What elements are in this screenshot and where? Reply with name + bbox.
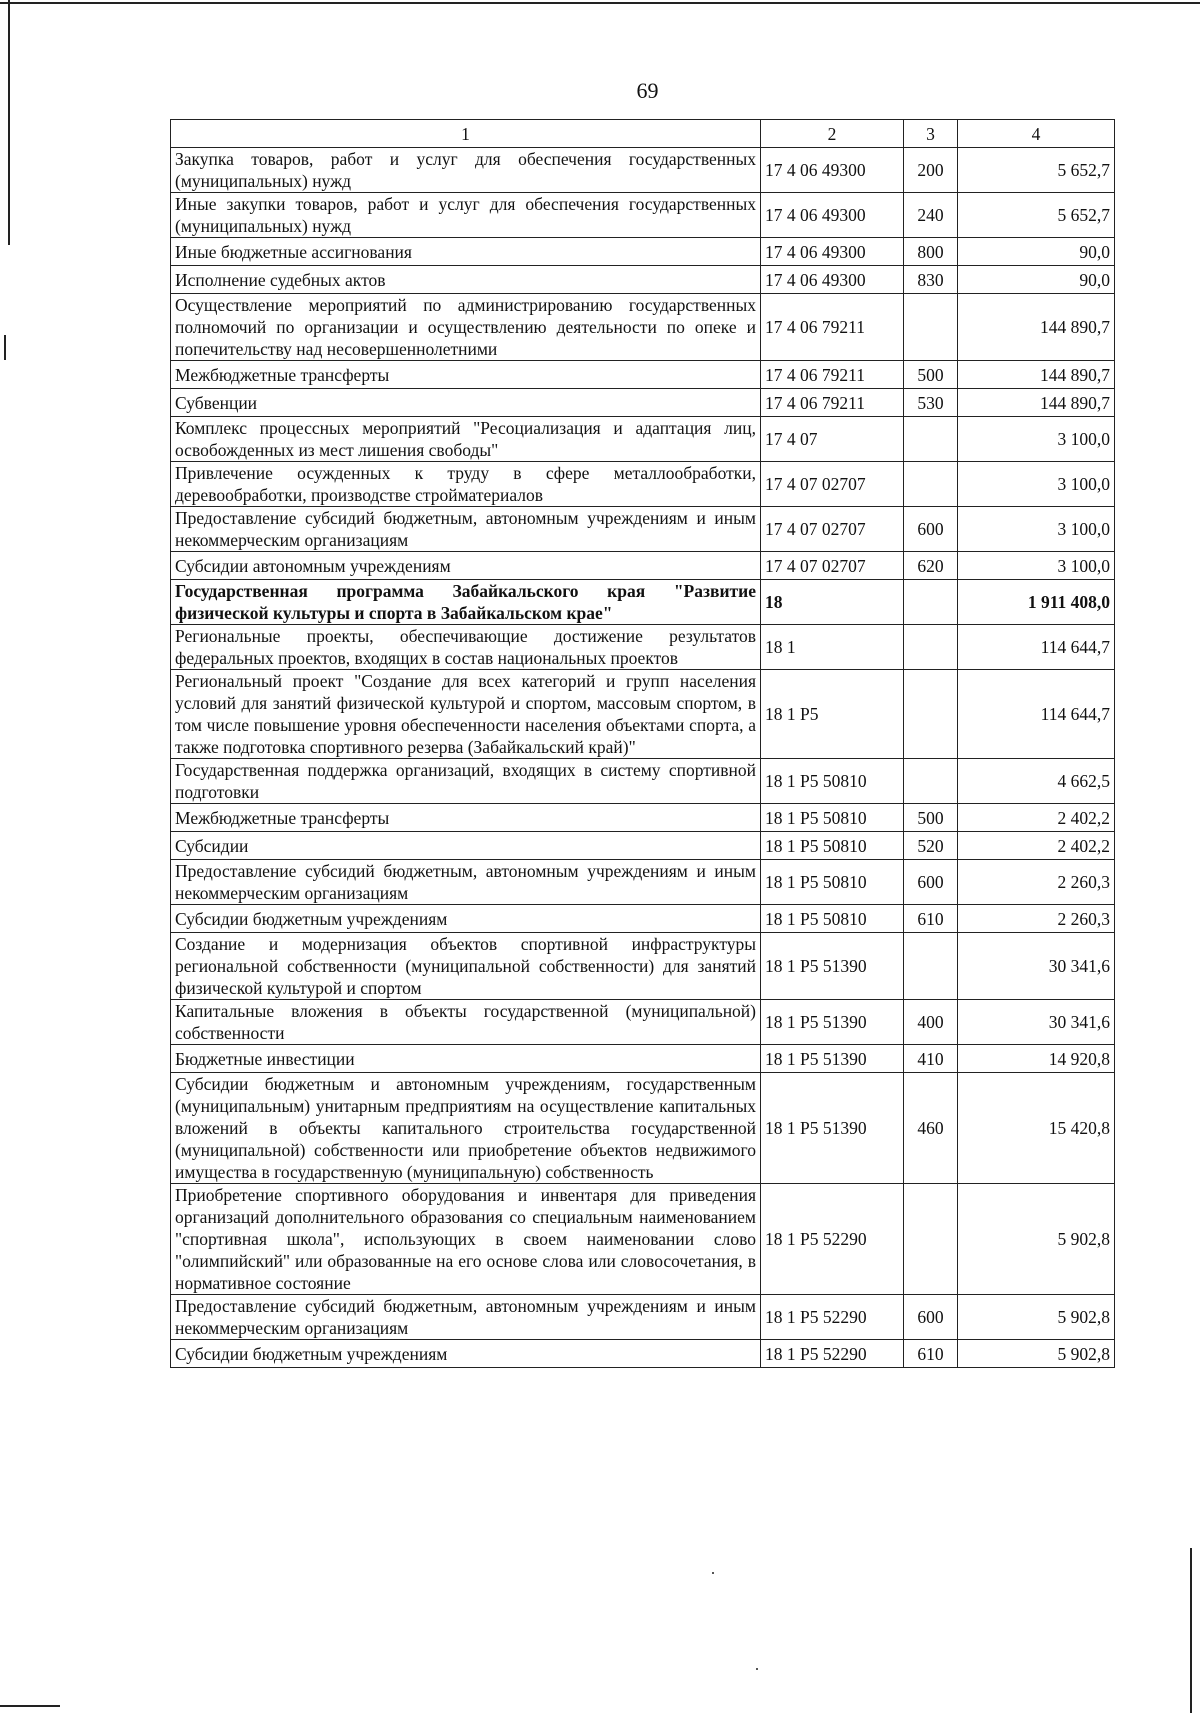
row-code: 18 1 P5 52290 <box>761 1295 904 1340</box>
row-code: 18 <box>761 580 904 625</box>
row-type <box>904 625 958 670</box>
row-amount: 5 902,8 <box>958 1295 1115 1340</box>
table-row <box>171 832 1115 860</box>
row-type: 530 <box>904 389 958 417</box>
header-col-1: 1 <box>171 120 761 148</box>
row-amount: 3 100,0 <box>958 462 1115 507</box>
scan-edge-bottom <box>0 1705 60 1707</box>
row-code: 18 1 P5 52290 <box>761 1184 904 1295</box>
row-amount: 15 420,8 <box>958 1073 1115 1184</box>
table-row <box>171 417 1115 462</box>
row-code: 17 4 07 02707 <box>761 507 904 552</box>
row-type: 830 <box>904 266 958 294</box>
row-code: 18 1 P5 50810 <box>761 832 904 860</box>
row-type <box>904 933 958 1000</box>
table-row <box>171 507 1115 552</box>
row-amount: 2 260,3 <box>958 860 1115 905</box>
row-amount: 5 652,7 <box>958 193 1115 238</box>
row-code: 17 4 06 49300 <box>761 193 904 238</box>
row-name: Предоставление субсидий бюджетным, автономным учреждениям и иным некоммерческим организациям <box>171 860 761 905</box>
row-code: 18 1 P5 50810 <box>761 905 904 933</box>
row-amount: 5 902,8 <box>958 1184 1115 1295</box>
row-name: Приобретение спортивного оборудования и инвентаря для приведения организаций дополнительного образования со специальным наименованием "спортивная школа", использующих в своем наименовании слово "олимпийский" или образованные на его основе слова или словосочетания, в нормативное состояние <box>171 1184 761 1295</box>
row-type: 800 <box>904 238 958 266</box>
row-type: 620 <box>904 552 958 580</box>
row-amount: 3 100,0 <box>958 417 1115 462</box>
row-amount: 4 662,5 <box>958 759 1115 804</box>
row-name: Осуществление мероприятий по администрированию государственных полномочий по организации и осуществлению деятельности по опеке и попечительству над несовершеннолетними <box>171 294 761 361</box>
row-name: Субсидии <box>171 832 761 860</box>
row-code: 18 1 P5 51390 <box>761 1073 904 1184</box>
row-type <box>904 759 958 804</box>
row-name: Бюджетные инвестиции <box>171 1045 761 1073</box>
row-code: 18 1 P5 51390 <box>761 1000 904 1045</box>
row-type: 610 <box>904 1340 958 1368</box>
row-code: 17 4 06 79211 <box>761 294 904 361</box>
row-code: 17 4 07 <box>761 417 904 462</box>
row-amount: 14 920,8 <box>958 1045 1115 1073</box>
table-row <box>171 804 1115 832</box>
row-code: 17 4 07 02707 <box>761 552 904 580</box>
table-row <box>171 1045 1115 1073</box>
row-type <box>904 580 958 625</box>
row-type <box>904 670 958 759</box>
row-type: 610 <box>904 905 958 933</box>
row-code: 17 4 06 79211 <box>761 389 904 417</box>
row-code: 17 4 06 79211 <box>761 361 904 389</box>
row-type: 500 <box>904 804 958 832</box>
row-name: Исполнение судебных актов <box>171 266 761 294</box>
table-row <box>171 860 1115 905</box>
row-name: Закупка товаров, работ и услуг для обеспечения государственных (муниципальных) нужд <box>171 148 761 193</box>
row-amount: 2 402,2 <box>958 804 1115 832</box>
row-name: Государственная программа Забайкальского края "Развитие физической культуры и спорта в Забайкальском крае" <box>171 580 761 625</box>
table-row <box>171 148 1115 193</box>
row-amount: 114 644,7 <box>958 625 1115 670</box>
row-name: Иные закупки товаров, работ и услуг для обеспечения государственных (муниципальных) нужд <box>171 193 761 238</box>
row-code: 18 1 P5 51390 <box>761 1045 904 1073</box>
table-row <box>171 625 1115 670</box>
table-row <box>171 1295 1115 1340</box>
row-amount: 114 644,7 <box>958 670 1115 759</box>
row-name: Субсидии бюджетным учреждениям <box>171 1340 761 1368</box>
row-type <box>904 417 958 462</box>
table-row <box>171 1340 1115 1368</box>
table-row <box>171 294 1115 361</box>
row-name: Государственная поддержка организаций, входящих в систему спортивной подготовки <box>171 759 761 804</box>
scan-edge-left-lower <box>4 335 6 360</box>
row-type: 600 <box>904 860 958 905</box>
scan-edge-top <box>0 2 1200 4</box>
scan-dot <box>756 1668 758 1670</box>
row-amount: 30 341,6 <box>958 1000 1115 1045</box>
row-type: 460 <box>904 1073 958 1184</box>
table-header-row <box>171 120 1115 148</box>
table-row <box>171 905 1115 933</box>
header-col-4: 4 <box>958 120 1115 148</box>
row-name: Иные бюджетные ассигнования <box>171 238 761 266</box>
row-name: Комплекс процессных мероприятий "Ресоциализация и адаптация лиц, освобожденных из мест лишения свободы" <box>171 417 761 462</box>
row-name: Межбюджетные трансферты <box>171 804 761 832</box>
row-amount: 1 911 408,0 <box>958 580 1115 625</box>
row-code: 18 1 P5 52290 <box>761 1340 904 1368</box>
row-name: Предоставление субсидий бюджетным, автономным учреждениям и иным некоммерческим организациям <box>171 1295 761 1340</box>
table-row <box>171 1073 1115 1184</box>
table-row <box>171 193 1115 238</box>
table-row <box>171 1184 1115 1295</box>
row-code: 17 4 06 49300 <box>761 238 904 266</box>
row-name: Субсидии бюджетным учреждениям <box>171 905 761 933</box>
row-type: 240 <box>904 193 958 238</box>
row-code: 18 1 P5 50810 <box>761 759 904 804</box>
header-col-3: 3 <box>904 120 958 148</box>
row-amount: 5 902,8 <box>958 1340 1115 1368</box>
row-type <box>904 294 958 361</box>
table-row <box>171 266 1115 294</box>
row-name: Привлечение осужденных к труду в сфере металлообработки, деревообработки, производстве стройматериалов <box>171 462 761 507</box>
row-code: 18 1 P5 51390 <box>761 933 904 1000</box>
scan-dot <box>712 1572 714 1574</box>
row-amount: 3 100,0 <box>958 507 1115 552</box>
row-name: Региональные проекты, обеспечивающие достижение результатов федеральных проектов, входящих в состав национальных проектов <box>171 625 761 670</box>
row-name: Капитальные вложения в объекты государственной (муниципальной) собственности <box>171 1000 761 1045</box>
row-type: 200 <box>904 148 958 193</box>
table-row <box>171 552 1115 580</box>
row-code: 17 4 06 49300 <box>761 148 904 193</box>
row-amount: 5 652,7 <box>958 148 1115 193</box>
row-code: 18 1 P5 50810 <box>761 804 904 832</box>
row-amount: 2 402,2 <box>958 832 1115 860</box>
row-amount: 3 100,0 <box>958 552 1115 580</box>
row-type <box>904 462 958 507</box>
row-type: 600 <box>904 1295 958 1340</box>
row-name: Субсидии бюджетным и автономным учреждениям, государственным (муниципальным) унитарным предприятиям на осуществление капитальных вложений в объекты капитального строительства государственной (муниципальной) собственности или приобретение объектов недвижимого имущества в государственную (муниципальную) собственность <box>171 1073 761 1184</box>
row-type: 400 <box>904 1000 958 1045</box>
row-amount: 30 341,6 <box>958 933 1115 1000</box>
row-type: 500 <box>904 361 958 389</box>
row-amount: 90,0 <box>958 238 1115 266</box>
table-row <box>171 1000 1115 1045</box>
row-type: 410 <box>904 1045 958 1073</box>
row-type: 520 <box>904 832 958 860</box>
table-row <box>171 238 1115 266</box>
row-code: 18 1 P5 <box>761 670 904 759</box>
row-name: Предоставление субсидий бюджетным, автономным учреждениям и иным некоммерческим организациям <box>171 507 761 552</box>
row-name: Региональный проект "Создание для всех категорий и групп населения условий для занятий физической культурой и спортом, массовым спортом, в том числе повышение уровня обеспеченности населения объектами спорта, а также подготовка спортивного резерва (Забайкальский край)" <box>171 670 761 759</box>
row-type: 600 <box>904 507 958 552</box>
row-code: 17 4 07 02707 <box>761 462 904 507</box>
row-amount: 90,0 <box>958 266 1115 294</box>
row-amount: 2 260,3 <box>958 905 1115 933</box>
row-code: 18 1 <box>761 625 904 670</box>
row-name: Субсидии автономным учреждениям <box>171 552 761 580</box>
row-type <box>904 1184 958 1295</box>
table-row <box>171 361 1115 389</box>
row-amount: 144 890,7 <box>958 389 1115 417</box>
row-amount: 144 890,7 <box>958 361 1115 389</box>
table-row <box>171 389 1115 417</box>
table-body <box>171 148 1115 1368</box>
table-row <box>171 933 1115 1000</box>
header-col-2: 2 <box>761 120 904 148</box>
scan-edge-right <box>1190 1548 1192 1713</box>
table-row <box>171 462 1115 507</box>
budget-table <box>170 119 1115 1368</box>
row-name: Создание и модернизация объектов спортивной инфраструктуры региональной собственности (муниципальной собственности) для занятий физической культурой и спортом <box>171 933 761 1000</box>
table-row <box>171 580 1115 625</box>
row-amount: 144 890,7 <box>958 294 1115 361</box>
table-row <box>171 670 1115 759</box>
row-name: Межбюджетные трансферты <box>171 361 761 389</box>
row-name: Субвенции <box>171 389 761 417</box>
row-code: 18 1 P5 50810 <box>761 860 904 905</box>
page-number: 69 <box>636 78 659 103</box>
row-code: 17 4 06 49300 <box>761 266 904 294</box>
table-row <box>171 759 1115 804</box>
scan-edge-left <box>8 0 10 245</box>
